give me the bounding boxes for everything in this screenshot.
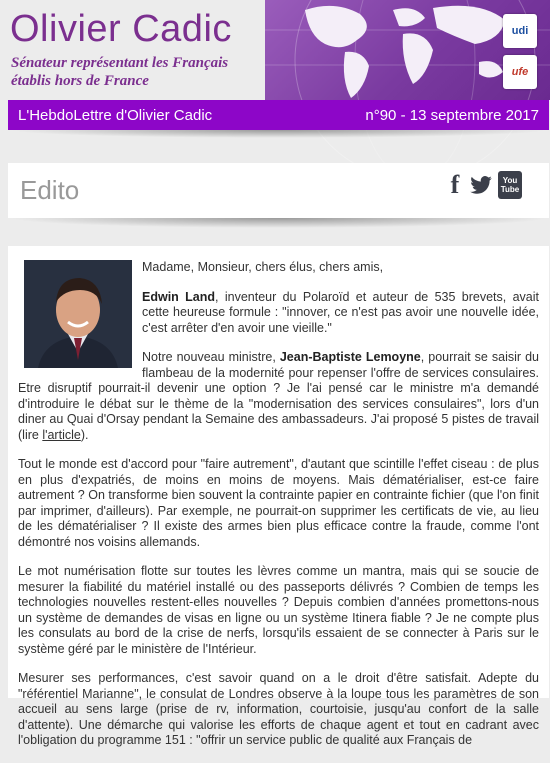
subtitle-line-2: établis hors de France [11,73,149,89]
section-title: Edito [20,175,80,205]
issue-number-date: n°90 - 13 septembre 2017 [365,107,539,124]
site-subtitle [11,54,228,90]
twitter-icon[interactable] [470,171,492,199]
ufe-logo[interactable]: ufe [503,55,537,89]
paragraph-1-text: , inventeur du Polaroïd et auteur de 535 brevets, avait cette heureuse formule : "innover, ce n'est pas avoir une nouvelle idée, c'est arrêter d'en avoir une vieille." [142,289,539,335]
band-shadow [8,130,549,138]
newsletter-name: L'HebdoLettre d'Olivier Cadic [18,107,213,124]
article-link[interactable]: l'article [42,427,81,442]
name-jean-baptiste-lemoyne: Jean-Baptiste Lemoyne [279,350,421,364]
paragraph-3: Tout le monde est d'accord pour "faire autrement", d'autant que scintille l'effet ciseau : de plus en plus d'expatriés, de moins en moins de moyens. Mais dématérialiser, est-ce faire autrement ? On transforme bien souvent la contrainte papier en contrainte fichier (que l'on finit par imprimer, d'ailleurs). Par exemple, ne pourrait-on supprimer les certificats de vie, au lieu de les dématérialiser ? Il existe des armes bien plus efficace contre la fraude, comme l'ont démontré nos voisins allemands. [18,457,539,549]
udi-logo[interactable]: udi [503,14,537,48]
name-edwin-land: Edwin Land [142,289,216,304]
article-body [8,246,549,747]
greeting: Madame, Monsieur, chers élus, chers amis, [142,260,384,274]
header [0,0,550,100]
paragraph-2-end: ). [80,427,89,442]
edito-header [8,163,549,218]
subtitle-line-1: Sénateur représentant les Français [11,55,229,71]
newsletter-band [8,100,549,130]
youtube-icon[interactable] [498,171,522,199]
paragraph-2-start: Notre nouveau ministre, [142,350,280,364]
site-title: Olivier Cadic [10,8,232,50]
paragraph-5: Mesurer ses performances, c'est savoir quand on a le droit d'être satisfait. Adepte du "référentiel Marianne", le consulat de Londres observe à la loupe tous les paramètres de son accueil au sens large (prise de rv, information, courtoisie, jusqu'au confort de la salle d'attente). Une démarche qui valorise les efforts de chaque agent et tout en cadrant avec l'obligation du programme 151 : "offrir un service public de qualité aux Français de [18,671,539,747]
paragraph-4: Le mot numérisation flotte sur toutes les lèvres comme un mantra, mais qui se soucie de mesurer la fiabilité du matériel installé ou des passeports délivrés ? Combien de temps les technologies nouvelles restent-elles nouvelles ? Depuis combien d'années promettons-nous un système de demandes de visas en ligne ou un système Itinera fiable ? Je ne compte plus les consulats au bord de la crise de nerfs, lorsqu'ils essaient de se connecter à Paris sur le système géré par le ministère de l'Intérieur. [18,564,539,656]
portrait-spacer [18,260,142,372]
paragraph-2-text: , pourrait se saisir du flambeau de la modernité pour repenser l'offre de services consulaires. Etre disruptif pourrait-il devenir une option ? Je l'ai pensé car le ministre m'a demandé d'introduire le débat sur le thème de la "modernisation des services consulaires", lors d'un diner au Quai d'Orsay pendant la Semaine des ambassadeurs. J'ai proposé 5 pistes de travail (lire [18,350,539,442]
article-text [18,260,539,763]
youtube-label-top: You [502,176,518,185]
facebook-icon[interactable]: f [450,170,460,199]
edito-shadow [8,218,549,228]
youtube-label-bottom: Tube [500,185,520,194]
